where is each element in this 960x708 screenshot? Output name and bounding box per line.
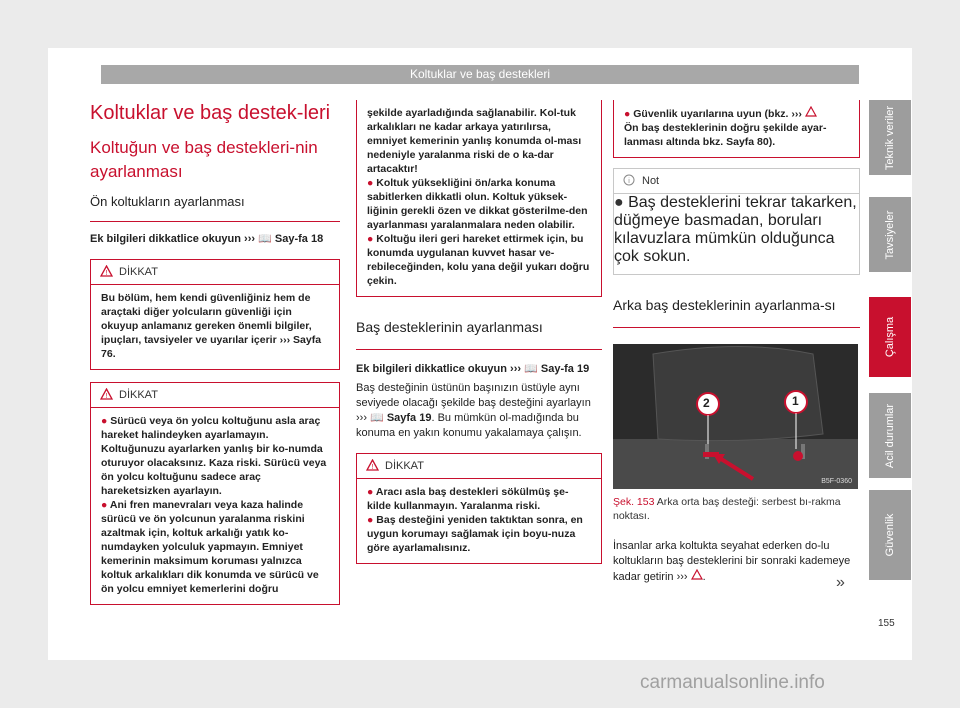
warning-text: Bu bölüm, hem kendi güvenliğiniz hem de araçtaki diğer yolcuların güvenliği için okuyup anlamanız gereken önemli bilgiler, ipuçları, tavsiyeler ve uyarılar içerir ››› Sayfa 76. [101, 292, 322, 360]
tab-calisma[interactable]: Çalışma [869, 297, 911, 377]
body-text: İnsanlar arka koltukta seyahat ederken do-lu koltukların baş desteklerini bir sonraki kademeye kadar getirin ››› . [613, 540, 851, 583]
svg-text:!: ! [371, 464, 374, 471]
warning-box-continued [613, 100, 860, 158]
running-header: Koltuklar ve baş destekleri [101, 65, 859, 84]
warning-box-3 [356, 453, 602, 564]
warning-icon [100, 265, 113, 280]
column-1 [90, 100, 340, 605]
page-link[interactable]: Sayfa 76 [101, 334, 322, 360]
warning-title: ! DİKKAT [357, 454, 601, 479]
warning-title: ! DİKKAT [91, 383, 339, 408]
list-item: ● Sürücü veya ön yolcu koltuğunu asla araç hareket halindeyken ayarlamayın. Koltuğunuzu ayarlarken yanlış bir ko-numda oturuyor olacaksınız. Kaza riski. Sürücü veya ön yolcu koltuğunu sadece araç hareketsizken ayarlayın. [101, 415, 327, 497]
intro-link[interactable]: Say-fa 18 [274, 233, 324, 245]
column-3 [613, 100, 860, 585]
column-2 [356, 100, 602, 564]
info-icon [623, 174, 635, 189]
warning-box-continued [356, 100, 602, 297]
warning-icon [805, 108, 817, 120]
section-heading: Baş desteklerinin ayarlanması [356, 317, 602, 350]
note-box [613, 168, 860, 275]
warning-list [357, 100, 601, 288]
list-item: ● Aracı asla baş destekleri sökülmüş şe-kilde kullanmayın. Yaralanma riski. [367, 486, 569, 512]
warning-title: ! DİKKAT [91, 260, 339, 285]
callout-1: 1 [792, 394, 799, 408]
callout-2: 2 [703, 396, 710, 410]
chapter-subtitle: Koltuğun ve baş destekleri-nin ayarlanması [90, 138, 318, 181]
figure-caption: Şek. 153 Arka orta baş desteği: serbest bı-rakma noktası. [613, 496, 841, 522]
list-item: şekilde ayarladığında sağlanabilir. Kol-tuk arkalıkları ne kadar arkaya yatırılırsa, emniyet kemerinin yanlış konumda ol-ması nedeniyle yaralanma riski de o ka-dar artacaktır! [367, 107, 582, 175]
watermark: carmanualsonline.info [640, 672, 825, 693]
intro-line: Ek bilgileri dikkatlice okuyun ››› 📖 Say-fa 19 [356, 363, 590, 375]
intro-line [90, 232, 340, 247]
warning-list [91, 408, 339, 596]
warning-icon [691, 571, 703, 583]
page-number: 155 [878, 618, 895, 629]
intro-link[interactable]: Say-fa 19 [540, 363, 590, 375]
tab-guvenlik[interactable]: Güvenlik [869, 490, 911, 580]
image-code: B5F-0360 [821, 478, 852, 485]
intro-text: Ek bilgileri dikkatlice okuyun ››› [90, 233, 256, 245]
svg-text:!: ! [105, 393, 108, 400]
continue-chevron-icon: » [836, 574, 845, 591]
figure-headrest [613, 344, 858, 489]
list-item: ● Koltuğu ileri geri hareket ettirmek için, bu konumda uygulanan kuvvet hasar ve-rebileceğinden, kolu yana değil yukarı doğru çekin. [367, 233, 590, 287]
book-icon: 📖 [258, 233, 272, 245]
note-title: i Not [614, 169, 859, 194]
warning-list [357, 479, 601, 555]
tab-teknik-veriler[interactable]: Teknik veriler [869, 100, 911, 175]
list-item: ● Baş desteğini yeniden taktıktan sonra, en uygun korumayı sağlamak için boyu-nuza göre ayarlamalısınız. [367, 514, 583, 554]
list-item: ● Koltuk yüksekliğini ön/arka konuma sabitlerken dikkatli olun. Koltuk yüksek-liğinin gerekli özen ve dikkat gösterilme-den ayarlanması yaralanmalara neden olabilir. [367, 177, 588, 231]
warning-box-1 [90, 259, 340, 370]
warning-box-2 [90, 382, 340, 605]
warning-icon [366, 459, 379, 474]
section-heading: Ön koltukların ayarlanması [90, 194, 340, 222]
tab-tavsiyeler[interactable]: Tavsiyeler [869, 197, 911, 272]
book-icon: 📖 [524, 363, 538, 375]
note-text: ● Baş desteklerini tekrar takarken, düğmeye basmadan, boruları kılavuzlara mümkün olduğunca çok sokun. [614, 194, 857, 265]
section-heading: Arka baş desteklerinin ayarlanma-sı [613, 295, 860, 328]
page-link[interactable]: Sayfa 19 [386, 412, 432, 424]
list-item: ● Ani fren manevraları veya kaza halinde sürücü ve ön yolcunun yaralanma riskini azaltmak için, koltuk arkalığı yatık ko-numdayken yolculuk yapmayın. Emniyet kemerinin maksimum koruması yalnızca koltuk arkalıkları dik konumda ve sürücü ve ön yolcu emniyet kemerlerini doğru [101, 499, 319, 595]
tab-acil-durumlar[interactable]: Acil durumlar [869, 393, 911, 478]
list-item: ● Güvenlik uyarılarına uyun (bkz. ››› Ön baş desteklerinin doğru şekilde ayar-lanması altında bkz. Sayfa 80). [624, 108, 827, 148]
svg-text:!: ! [105, 270, 108, 277]
chapter-title: Koltuklar ve baş destek-leri [90, 102, 331, 124]
warning-icon [100, 388, 113, 403]
svg-text:i: i [628, 178, 630, 185]
warning-list [614, 100, 859, 149]
body-text: Baş desteğinin üstünün başınızın üstüyle aynı seviyede olacağı şekilde baş desteğini ayarlayın ››› 📖 Sayfa 19. Bu mümkün ol-madığında bu konuma en yakın konumu yakalamaya çalışın. [356, 382, 591, 439]
